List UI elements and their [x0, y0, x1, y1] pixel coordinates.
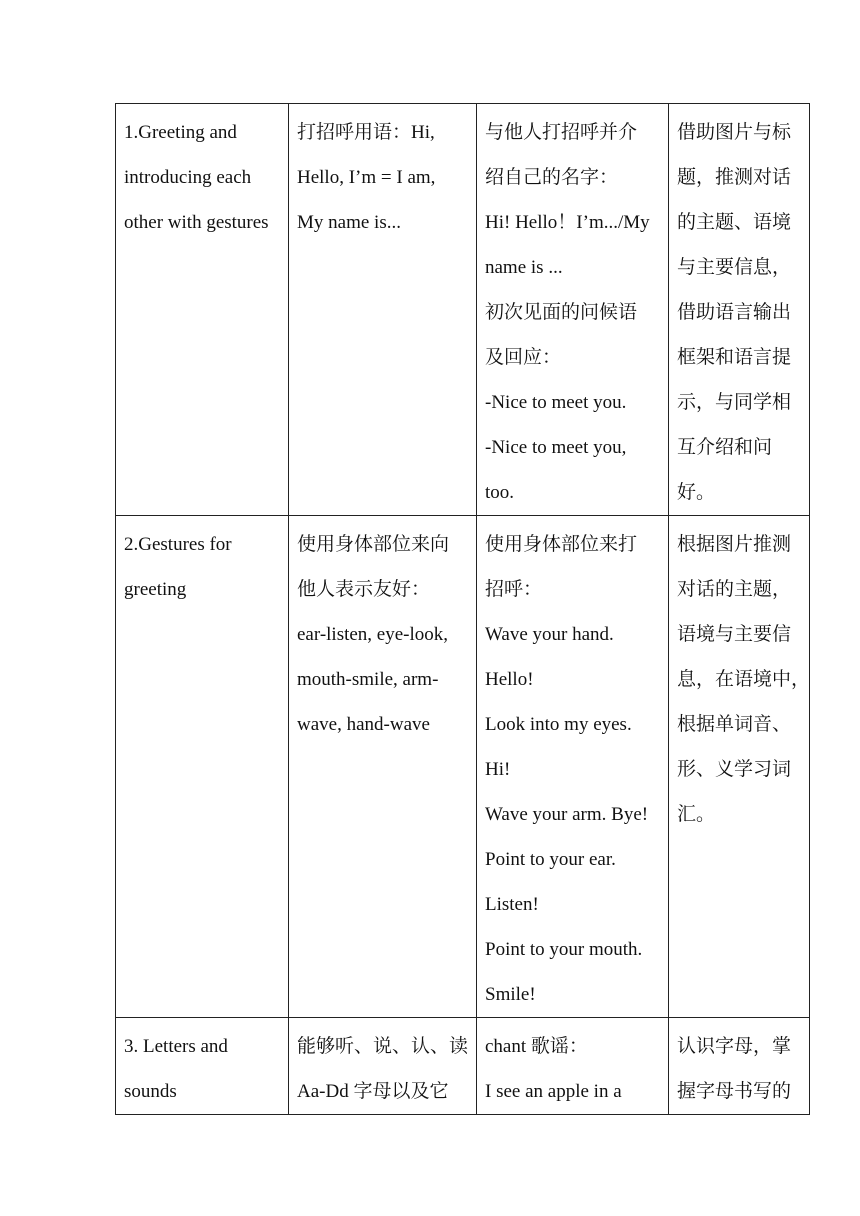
strategy-cell: [669, 1018, 810, 1115]
cell-text-line: 借助语言输出: [677, 302, 792, 323]
cell-text-line: Aa-Dd 字母以及它: [297, 1081, 449, 1102]
cell-text-line: 认识字母，掌: [677, 1036, 792, 1057]
cell-text-line: Wave your arm. Bye!: [485, 804, 649, 825]
cell-text-line: Hi! Hello！I’m.../My: [485, 212, 650, 233]
table-row: [116, 516, 810, 1018]
language-cell: [289, 516, 477, 1018]
cell-text-line: introducing each: [124, 167, 252, 188]
function-cell: [477, 516, 669, 1018]
cell-text-line: Hello!: [485, 669, 534, 690]
table-row: [116, 1018, 810, 1115]
cell-text-line: My name is...: [297, 212, 401, 233]
cell-text-line: 绍自己的名字：: [485, 167, 619, 188]
cell-text-line: 及回应：: [485, 347, 562, 368]
cell-text-line: Listen!: [485, 894, 539, 915]
cell-text-line: 使用身体部位来向: [297, 534, 450, 555]
cell-text-line: Look into my eyes.: [485, 714, 632, 735]
cell-text-line: chant 歌谣：: [485, 1036, 588, 1057]
cell-text-line: too.: [485, 482, 515, 503]
cell-text-line: 好。: [677, 482, 716, 503]
cell-text-line: ear-listen, eye-look,: [297, 624, 449, 645]
cell-text-line: 框架和语言提: [677, 347, 792, 368]
cell-text-line: 对话的主题，: [677, 579, 792, 600]
cell-text-line: 他人表示友好：: [297, 579, 431, 600]
cell-text-line: 2.Gestures for: [124, 534, 232, 555]
cell-text-line: 形、义学习词: [677, 759, 792, 780]
cell-text-line: -Nice to meet you,: [485, 437, 627, 458]
topic-cell: [116, 1018, 289, 1115]
cell-text-line: Point to your mouth.: [485, 939, 643, 960]
cell-text-line: greeting: [124, 579, 187, 600]
cell-text-line: 1.Greeting and: [124, 122, 237, 143]
curriculum-table: [115, 103, 810, 1115]
cell-text-line: I see an apple in a: [485, 1081, 622, 1102]
cell-text-line: Hello, I’m = I am,: [297, 167, 436, 188]
cell-text-line: 3. Letters and: [124, 1036, 228, 1057]
cell-text-line: 招呼：: [485, 579, 543, 600]
language-cell: [289, 104, 477, 516]
cell-text-line: 与他人打招呼并介: [485, 122, 638, 143]
function-cell: [477, 1018, 669, 1115]
table-body: [116, 104, 810, 1115]
strategy-cell: [669, 516, 810, 1018]
cell-text-line: 借助图片与标: [677, 122, 792, 143]
cell-text-line: 初次见面的问候语: [485, 302, 638, 323]
topic-cell: [116, 516, 289, 1018]
cell-text-line: name is ...: [485, 257, 563, 278]
cell-text-line: 的主题、语境: [677, 212, 792, 233]
cell-text-line: 示，与同学相: [677, 392, 792, 413]
cell-text-line: 语境与主要信: [677, 624, 792, 645]
cell-text-line: 汇。: [677, 804, 716, 825]
language-cell: [289, 1018, 477, 1115]
strategy-cell: [669, 104, 810, 516]
cell-text-line: 与主要信息，: [677, 257, 792, 278]
function-cell: [477, 104, 669, 516]
cell-text-line: wave, hand-wave: [297, 714, 430, 735]
cell-text-line: Point to your ear.: [485, 849, 616, 870]
cell-text-line: 根据图片推测: [677, 534, 792, 555]
cell-text-line: 互介绍和问: [677, 437, 773, 458]
cell-text-line: 握字母书写的: [677, 1081, 792, 1102]
cell-text-line: 题，推测对话: [677, 167, 792, 188]
cell-text-line: 根据单词音、: [677, 714, 792, 735]
cell-text-line: sounds: [124, 1081, 177, 1102]
cell-text-line: 打招呼用语：Hi,: [297, 122, 435, 143]
cell-text-line: other with gestures: [124, 212, 269, 233]
cell-text-line: Wave your hand.: [485, 624, 614, 645]
topic-cell: [116, 104, 289, 516]
cell-text-line: Hi!: [485, 759, 511, 780]
cell-text-line: -Nice to meet you.: [485, 392, 627, 413]
cell-text-line: 息，在语境中，: [677, 669, 811, 690]
cell-text-line: 能够听、说、认、读: [297, 1036, 469, 1057]
cell-text-line: mouth-smile, arm-: [297, 669, 439, 690]
table-row: [116, 104, 810, 516]
cell-text-line: 使用身体部位来打: [485, 534, 638, 555]
cell-text-line: Smile!: [485, 984, 536, 1005]
